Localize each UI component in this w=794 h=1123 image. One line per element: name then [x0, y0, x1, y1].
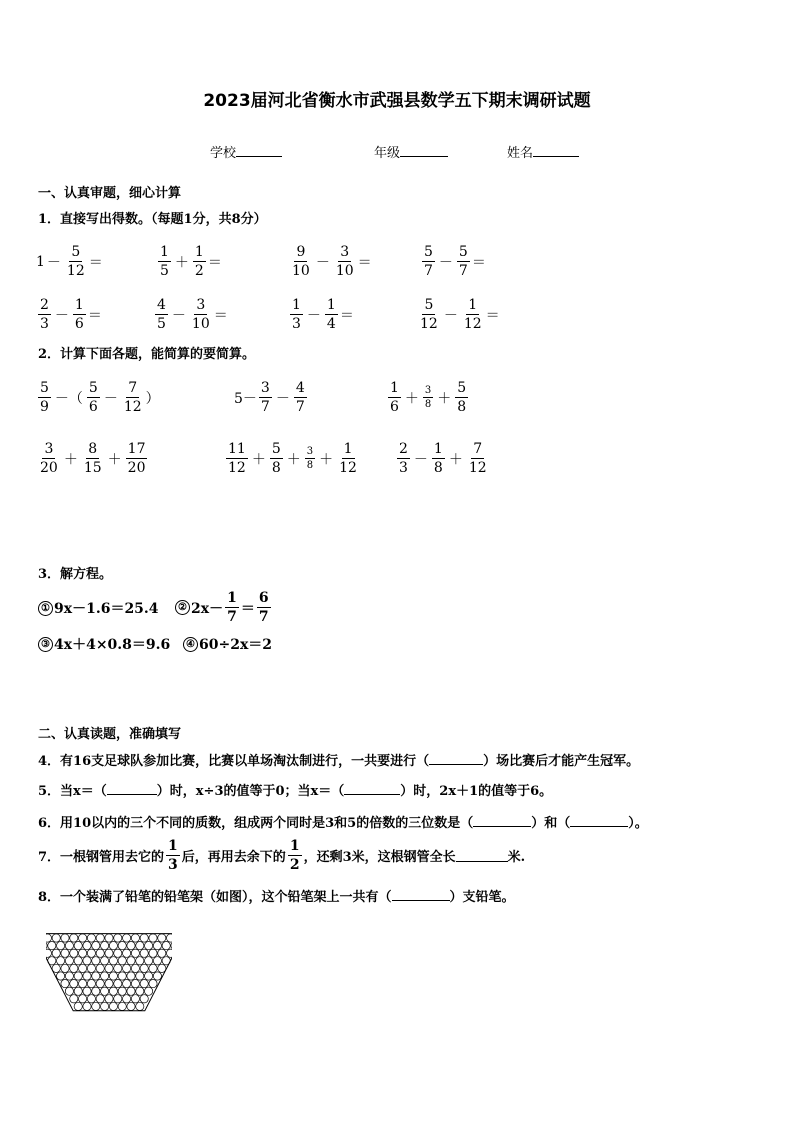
pencil-circle: [131, 964, 139, 972]
pencil-circle: [149, 934, 157, 942]
pencil-circle: [96, 964, 104, 972]
pencil-circle: [92, 1002, 100, 1010]
pencil-circle: [70, 964, 78, 972]
pencil-circle: [158, 934, 166, 942]
pencil-circle: [140, 949, 148, 957]
pencil-circle: [140, 964, 148, 972]
pencil-circle: [140, 980, 148, 988]
pencil-circle: [167, 949, 173, 957]
q6: 6．用10以内的三个不同的质数，组成两个同时是3和5的倍数的三位数是（ ）和（ ）。: [38, 816, 648, 831]
pencil-circle: [109, 972, 117, 980]
pencil-circle: [70, 949, 78, 957]
q3-eq-4: ④ 60÷2x＝2: [183, 634, 272, 654]
pencil-circle: [79, 995, 87, 1003]
pencil-circle: [136, 1002, 144, 1010]
pencil-circle: [118, 942, 126, 950]
pencil-circle: [87, 964, 95, 972]
pencil-holder-figure: [46, 932, 172, 1018]
q2-item-b: 5－ $\frac{3}{7}$ － $\frac{4}{7}$: [234, 380, 305, 415]
pencil-circle: [74, 942, 82, 950]
pencil-circle: [46, 949, 52, 957]
pencil-circle: [149, 964, 157, 972]
pencil-circle: [57, 957, 65, 965]
pencil-circle: [153, 942, 161, 950]
pencil-circle: [105, 934, 113, 942]
pencil-circle: [74, 957, 82, 965]
page-title: 2023届河北省衡水市武强县数学五下期末调研试题: [203, 91, 591, 111]
q5-answer-blank-2[interactable]: [344, 782, 400, 795]
q5: 5．当x＝（ ）时，x÷3的值等于0；当x＝（ ）时，2x＋1的值等于6。: [38, 784, 553, 799]
pencil-circle: [149, 949, 157, 957]
pencil-circle: [127, 957, 135, 965]
pencil-circle: [131, 934, 139, 942]
q8: 8．一个装满了铅笔的铅笔架（如图），这个铅笔架上一共有（ ）支铅笔。: [38, 890, 515, 905]
q6-answer-blank-1[interactable]: [473, 814, 531, 827]
pencil-circle: [74, 1002, 82, 1010]
q6-answer-blank-2[interactable]: [570, 814, 628, 827]
pencil-circle: [109, 957, 117, 965]
q3-eq-1: ① 9x－1.6＝25.4: [38, 598, 159, 618]
pencil-circle: [61, 934, 69, 942]
q4: 4．有16支足球队参加比赛，比赛以单场淘汰制进行，一共要进行（ ）场比赛后才能产生冠军。: [38, 754, 640, 769]
pencil-circle: [114, 980, 122, 988]
pencil-circle: [70, 934, 78, 942]
q4-answer-blank[interactable]: [429, 752, 483, 765]
pencil-circle: [79, 934, 87, 942]
q7: 7．一根钢管用去它的 $\frac{1}{3}$ 后，再用去余下的 $\frac{1}{2}$ ，还剩3米，这根钢管全长 米.: [38, 838, 526, 873]
q1-item-4: $\frac{5}{7}$ － $\frac{5}{7}$ ＝: [424, 244, 486, 279]
pencil-circle: [83, 1002, 91, 1010]
pencil-circle: [65, 957, 73, 965]
pencil-circle: [65, 942, 73, 950]
q7-answer-blank[interactable]: [456, 849, 508, 862]
pencil-circle: [48, 942, 56, 950]
pencil-circle: [101, 942, 109, 950]
q1-item-3: $\frac{9}{10}$ － $\frac{3}{10}$ ＝: [292, 244, 372, 279]
pencil-circle: [105, 980, 113, 988]
pencil-circle: [61, 964, 69, 972]
grade-label: 年级: [374, 146, 401, 161]
pencil-circle: [158, 949, 166, 957]
pencil-circle: [79, 949, 87, 957]
pencil-circle: [114, 949, 122, 957]
pencil-circle: [140, 934, 148, 942]
q8-answer-blank[interactable]: [392, 888, 450, 901]
q1-label: 1．直接写出得数。（每题1分，共8分）: [38, 212, 267, 227]
pencil-circle: [131, 995, 139, 1003]
pencil-circle: [136, 942, 144, 950]
pencil-circle: [145, 942, 153, 950]
pencil-circle: [153, 972, 161, 980]
pencil-circle: [109, 942, 117, 950]
pencil-circle: [118, 987, 126, 995]
pencil-circle: [92, 942, 100, 950]
pencil-circle: [114, 995, 122, 1003]
pencil-circle: [123, 964, 131, 972]
pencil-circle: [46, 934, 52, 942]
q1-item-2: $\frac{1}{5}$ ＋ $\frac{1}{2}$ ＝: [160, 244, 222, 279]
pencil-circle: [140, 995, 148, 1003]
pencil-circle: [65, 987, 73, 995]
pencil-circle: [96, 980, 104, 988]
pencil-circle: [70, 995, 78, 1003]
pencil-circle: [52, 934, 60, 942]
pencil-circle: [105, 949, 113, 957]
pencil-circle: [83, 957, 91, 965]
q1-item-8: $\frac{5}{12}$ － $\frac{1}{12}$ ＝: [420, 297, 500, 332]
q5-answer-blank-1[interactable]: [107, 782, 157, 795]
pencil-circle: [96, 934, 104, 942]
name-field[interactable]: [507, 142, 579, 161]
pencil-circle: [87, 995, 95, 1003]
pencil-circle: [123, 995, 131, 1003]
pencil-circle: [171, 942, 172, 950]
pencil-circle: [114, 964, 122, 972]
pencil-circle: [136, 957, 144, 965]
pencil-circle: [127, 942, 135, 950]
q1-item-6: $\frac{4}{5}$ － $\frac{3}{10}$ ＝: [157, 297, 228, 332]
pencil-circle: [131, 980, 139, 988]
pencil-circle: [127, 1002, 135, 1010]
pencil-circle: [145, 987, 153, 995]
pencil-circle: [92, 987, 100, 995]
pencil-circle: [52, 949, 60, 957]
q2-item-f: $\frac{2}{3}$ － $\frac{1}{8}$ ＋ $\frac{7}{12}$: [399, 441, 487, 476]
pencil-circle: [118, 1002, 126, 1010]
pencil-circle: [74, 987, 82, 995]
pencil-circle: [92, 957, 100, 965]
pencil-circle: [162, 942, 170, 950]
pencil-circle: [101, 957, 109, 965]
grade-field[interactable]: [374, 142, 448, 161]
pencil-circle: [109, 1002, 117, 1010]
pencil-circle: [70, 980, 78, 988]
pencil-circle: [145, 972, 153, 980]
pencil-circle: [57, 972, 65, 980]
q1-item-5: $\frac{2}{3}$ － $\frac{1}{6}$ ＝: [40, 297, 102, 332]
name-label: 姓名: [507, 146, 534, 161]
pencil-circle: [96, 949, 104, 957]
pencil-circle: [83, 972, 91, 980]
pencil-circle: [127, 987, 135, 995]
pencil-circle: [118, 957, 126, 965]
pencil-circle: [57, 942, 65, 950]
q2-item-e: $\frac{11}{12}$ ＋ $\frac{5}{8}$ ＋ $\frac{3}{8}$ ＋ $\frac{1}{12}$: [228, 441, 357, 476]
q1-item-7: $\frac{1}{3}$ － $\frac{1}{4}$ ＝: [292, 297, 354, 332]
pencil-circle: [74, 972, 82, 980]
pencil-circle: [149, 980, 157, 988]
pencil-circle: [101, 1002, 109, 1010]
q3-eq-3: ③ 4x＋4×0.8＝9.6: [38, 634, 170, 654]
pencil-circle: [153, 957, 161, 965]
pencil-circle: [65, 972, 73, 980]
school-label: 学校: [210, 146, 237, 161]
pencil-circle: [127, 972, 135, 980]
pencil-circle: [114, 934, 122, 942]
q3-label: 3．解方程。: [38, 567, 113, 582]
q3-eq-2: ② 2x－ $\frac{1}{7}$ ＝ $\frac{6}{7}$: [175, 590, 273, 625]
pencil-circle: [83, 987, 91, 995]
pencil-circle: [123, 980, 131, 988]
school-field[interactable]: [210, 142, 282, 161]
q2-label: 2．计算下面各题，能简算的要简算。: [38, 347, 256, 362]
pencil-circle: [101, 972, 109, 980]
pencil-circle: [109, 987, 117, 995]
pencil-circle: [105, 964, 113, 972]
pencil-circle: [92, 972, 100, 980]
pencil-circle: [131, 949, 139, 957]
pencil-circle: [96, 995, 104, 1003]
pencil-circle: [87, 980, 95, 988]
pencil-circle: [123, 934, 131, 942]
pencil-circle: [61, 949, 69, 957]
pencil-circle: [87, 934, 95, 942]
pencil-circle: [136, 987, 144, 995]
section1-heading: 一、认真审题，细心计算: [38, 186, 182, 201]
pencil-circle: [123, 949, 131, 957]
q2-item-d: $\frac{3}{20}$ ＋ $\frac{8}{15}$ ＋ $\frac{17}{20}$: [40, 441, 146, 476]
pencil-circle: [118, 972, 126, 980]
pencil-circle: [167, 934, 173, 942]
section2-heading: 二、认真读题，准确填写: [38, 727, 182, 742]
pencil-circle: [87, 949, 95, 957]
q1-item-1: 1 － $\frac{5}{12}$ ＝: [36, 244, 103, 279]
pencil-circle: [83, 942, 91, 950]
pencil-circle: [145, 957, 153, 965]
pencil-circle: [46, 942, 47, 950]
pencil-circle: [61, 980, 69, 988]
pencil-circle: [136, 972, 144, 980]
pencil-circle: [79, 964, 87, 972]
pencil-circle: [101, 987, 109, 995]
q2-item-a: $\frac{5}{9}$ －（ $\frac{5}{6}$ － $\frac{7}{12}$ ）: [40, 380, 160, 415]
pencil-circle: [79, 980, 87, 988]
q2-item-c: $\frac{1}{6}$ ＋ $\frac{3}{8}$ ＋ $\frac{5}{8}$: [390, 380, 467, 415]
pencil-circle: [105, 995, 113, 1003]
